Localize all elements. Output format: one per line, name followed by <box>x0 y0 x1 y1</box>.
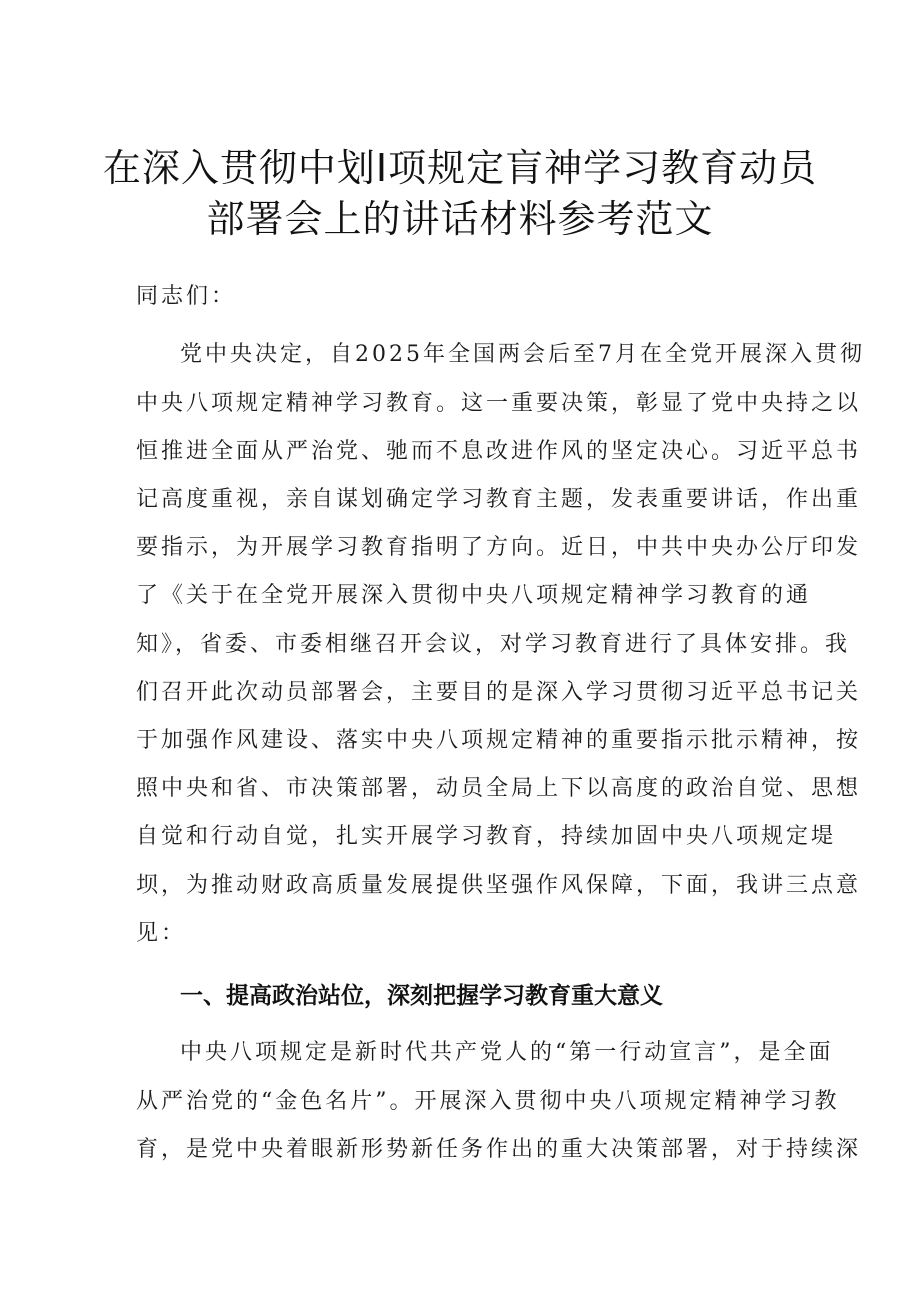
paragraph-line: 育，是党中央着眼新形势新任务作出的重大决策部署，对于持续深 <box>136 1137 862 1162</box>
paragraph-line: 自觉和行动自觉，扎实开展学习教育，持续加固中央八项规定堤 <box>136 824 837 849</box>
paragraph-line: 知》，省委、市委相继召开会议，对学习教育进行了具体安排。我 <box>136 632 851 657</box>
paragraph-line: 记高度重视，亲自谋划确定学习教育主题，发表重要讲话，作出重 <box>136 487 862 512</box>
paragraph-line: 党中央决定，自2025年全国两会后至7月在全党开展深入贯彻 <box>180 342 865 367</box>
paragraph-line: 坝，为推动财政高质量发展提供坚强作风保障，下面，我讲三点意 <box>136 873 862 898</box>
paragraph-line: 见： <box>136 921 187 946</box>
paragraph-line: 要指示，为开展学习教育指明了方向。近日，中共中央办公厅印发 <box>136 535 862 560</box>
paragraph-line: 了《关于在全党开展深入贯彻中央八项规定精神学习教育的通 <box>136 583 812 608</box>
document-title-line-1: 在深入贯彻中划I项规定肓神学习教育动员 <box>102 146 818 190</box>
paragraph-line: 恒推进全面从严治党、驰而不息改进作风的坚定决心。习近平总书 <box>136 439 862 464</box>
paragraph-line: 们召开此次动员部署会，主要目的是深入学习贯彻习近平总书记关 <box>136 680 862 705</box>
section-heading-1: 一、提高政治站位，深刻把握学习教育重大意义 <box>180 983 663 1009</box>
paragraph-line: 从严治党的“金色名片”。开展深入贯彻中央八项规定精神学习教 <box>136 1089 840 1114</box>
paragraph-line: 于加强作风建设、落实中央八项规定精神的重要指示批示精神，按 <box>136 728 862 753</box>
paragraph-line: 中央八项规定精神学习教育。这一重要决策，彰显了党中央持之以 <box>136 391 862 416</box>
paragraph-line: 中央八项规定是新时代共产党人的“第一行动宣言”，是全面 <box>180 1040 834 1065</box>
document-title-line-2: 部署会上的讲话材料参考范文 <box>206 197 714 241</box>
paragraph-line: 照中央和省、市决策部署，动员全局上下以高度的政治自觉、思想 <box>136 776 862 801</box>
salutation: 同志们： <box>136 284 237 309</box>
